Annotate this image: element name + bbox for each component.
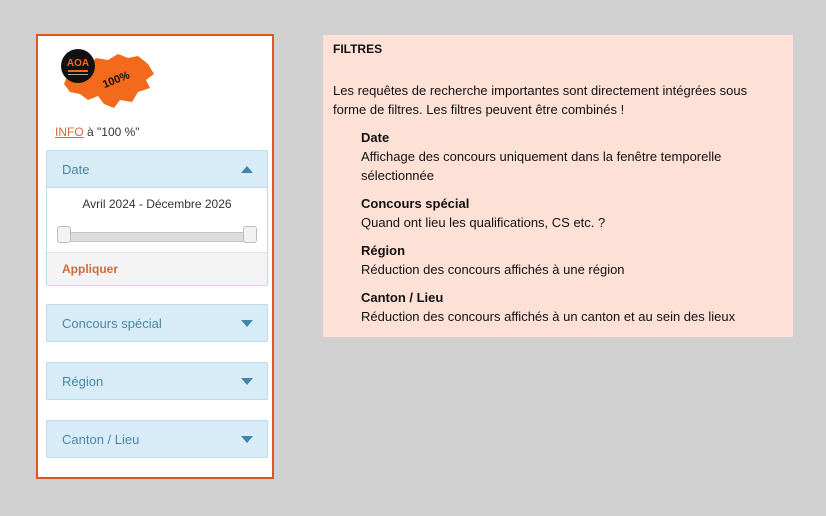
date-filter-label: Date [62, 161, 90, 177]
caret-down-icon [241, 436, 253, 443]
info-item-special-contest [361, 195, 783, 232]
info-line [55, 125, 140, 139]
info-box-title: FILTRES [333, 42, 383, 56]
special-contest-filter-header[interactable] [47, 305, 267, 341]
info-item-desc: Réduction des concours affichés à une région [361, 262, 625, 277]
special-contest-filter[interactable] [46, 304, 268, 342]
region-filter-header[interactable] [47, 363, 267, 399]
canton-filter-header[interactable] [47, 421, 267, 457]
logo-badge-text: 100% [101, 69, 132, 91]
info-item-name: Date [361, 130, 390, 145]
info-item-canton [361, 289, 783, 326]
aoa-logo [58, 44, 158, 116]
caret-up-icon [241, 166, 253, 173]
date-filter-header[interactable] [47, 151, 267, 187]
region-filter[interactable] [46, 362, 268, 400]
info-item-desc: Réduction des concours affichés à un canton et au sein des lieux [361, 309, 736, 324]
info-item-name: Canton / Lieu [361, 290, 444, 305]
date-range-body [47, 187, 267, 252]
apply-button[interactable]: Appliquer [62, 262, 118, 276]
date-range-text: Avril 2024 - Décembre 2026 [82, 197, 232, 211]
filters-info-box [323, 35, 793, 337]
info-item-name: Concours spécial [361, 196, 470, 211]
canton-filter-label: Canton / Lieu [62, 431, 140, 447]
caret-down-icon [241, 378, 253, 385]
info-item-region [361, 242, 783, 279]
special-contest-filter-label: Concours spécial [62, 315, 162, 331]
date-range-slider-track[interactable] [59, 232, 255, 242]
info-suffix: à "100 %" [83, 125, 140, 139]
info-item-desc: Affichage des concours uniquement dans la fenêtre temporelle sélectionnée [361, 149, 722, 183]
info-item-desc: Quand ont lieu les qualifications, CS etc. ? [361, 215, 606, 230]
apply-row [47, 252, 267, 285]
filter-panel [36, 34, 274, 479]
info-box-intro: Les requêtes de recherche importantes sont directement intégrées sous forme de filtres. Les filtres peuvent être combinés ! [333, 83, 748, 117]
canton-filter[interactable] [46, 420, 268, 458]
date-range-start-handle[interactable] [57, 226, 71, 243]
info-item-date [361, 129, 783, 185]
date-range-end-handle[interactable] [243, 226, 257, 243]
region-filter-label: Région [62, 373, 104, 389]
logo-text: AOA [66, 58, 90, 69]
info-link[interactable]: INFO [55, 125, 84, 139]
info-item-name: Région [361, 243, 406, 258]
caret-down-icon [241, 320, 253, 327]
date-filter [46, 150, 268, 286]
